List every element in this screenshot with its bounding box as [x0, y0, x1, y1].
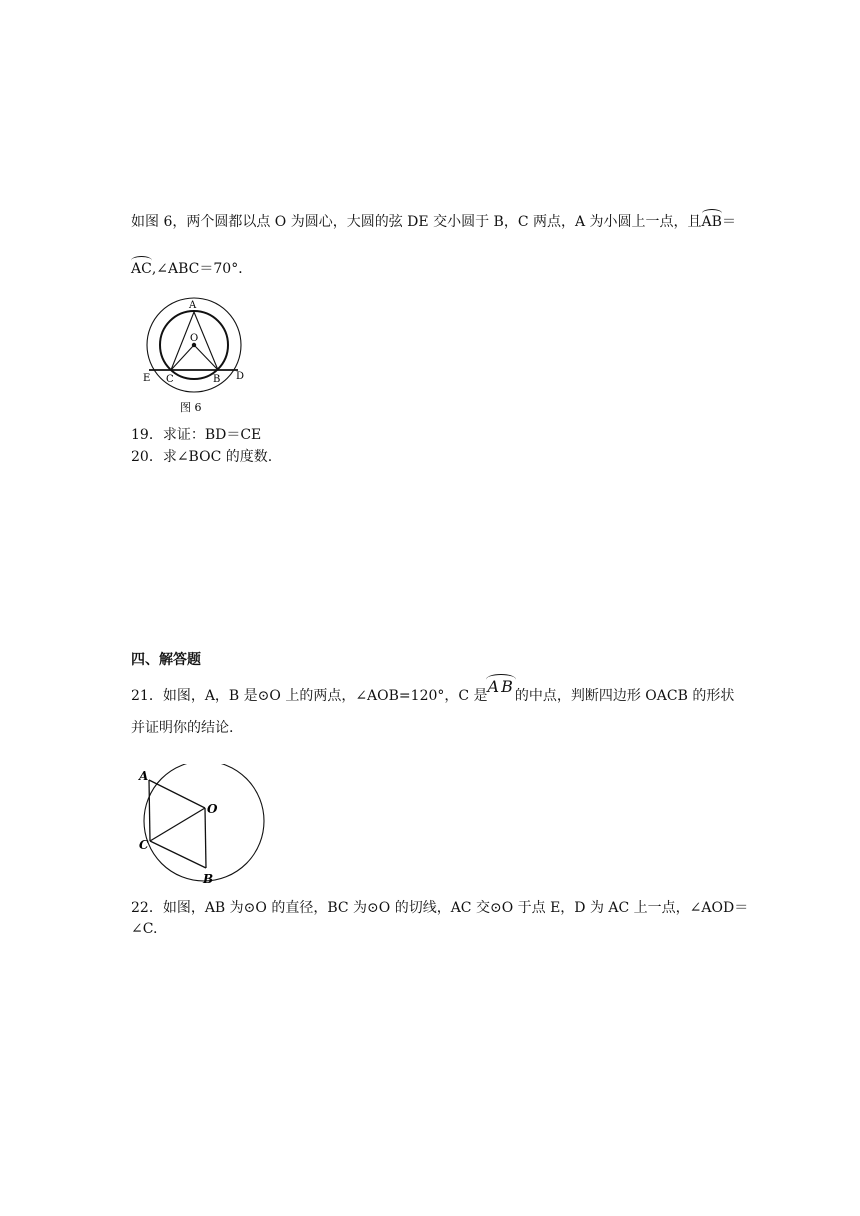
segment-ac — [149, 780, 150, 841]
figure-6 — [138, 292, 253, 420]
q18-text-a: 如图 6，两个圆都以点 O 为圆心，大圆的弦 DE 交小圆于 B，C 两点，A 为小圆上一点，且 — [131, 214, 702, 230]
label-c: C — [139, 838, 149, 852]
segment-ao — [149, 780, 205, 808]
q18-stem-line2 — [131, 258, 252, 278]
q22-stem-line2: ∠C. — [131, 921, 158, 937]
q21-stem-line2: 并证明你的结论. — [131, 720, 234, 736]
segment-cb — [150, 841, 206, 868]
q21-stem-line1 — [131, 677, 735, 705]
segment-ob — [205, 808, 206, 868]
label-c: C — [166, 374, 174, 385]
segment-oc — [171, 345, 194, 370]
q18-stem-line1 — [131, 211, 736, 231]
label-b: B — [203, 872, 214, 886]
label-e: E — [143, 373, 151, 384]
arc-ab: AB — [701, 214, 722, 230]
label-d: D — [236, 371, 245, 382]
q22-stem-line1: 22．如图，AB 为⊙O 的直径，BC 为⊙O 的切线，AC 交⊙O 于点 E，D 为 AC 上一点，∠AOD＝ — [131, 900, 749, 916]
figure-q21 — [134, 764, 274, 890]
label-a: A — [189, 300, 197, 311]
question-19: 19．求证：BD＝CE — [131, 427, 262, 443]
figure-caption: 图 6 — [180, 401, 202, 414]
label-b: B — [213, 374, 221, 385]
q21-text-b: 的中点，判断四边形 OACB 的形状 — [514, 688, 735, 704]
label-a: A — [139, 769, 149, 783]
label-o: O — [207, 802, 218, 816]
circle-o — [144, 764, 264, 881]
segment-co — [150, 808, 205, 841]
label-o: O — [190, 333, 199, 344]
q18-text-b: ＝ — [721, 214, 736, 230]
arc-ab-italic: AB — [487, 677, 515, 696]
question-20: 20．求∠BOC 的度数. — [131, 449, 273, 465]
q18-text-c: ,∠ABC＝70°． — [151, 261, 253, 277]
q21-text-a: 21．如图，A，B 是⊙O 上的两点，∠AOB=120°，C 是 — [131, 688, 488, 704]
section-heading: 四、解答题 — [131, 652, 201, 668]
arc-ac: AC — [131, 261, 152, 277]
segment-ob — [194, 345, 218, 370]
